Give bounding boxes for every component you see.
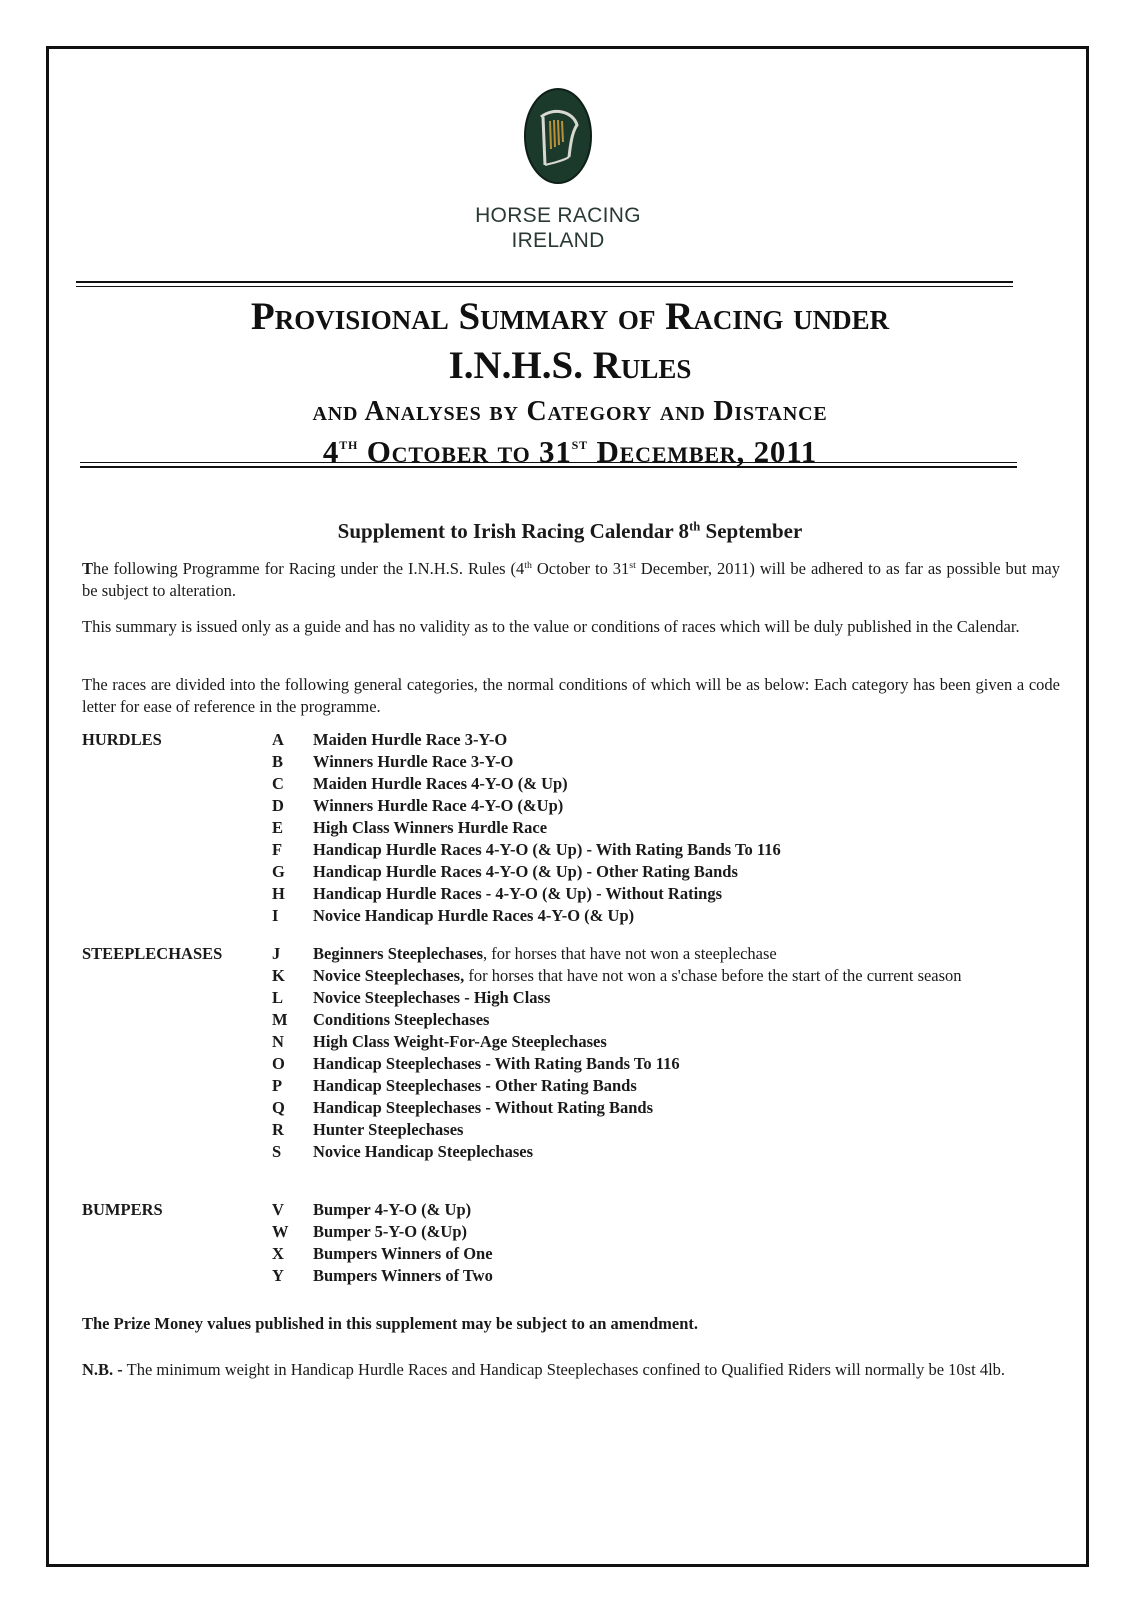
list-item: P Handicap Steeplechases - Other Rating Bands [272,1076,637,1095]
harp-logo-icon [523,87,593,185]
list-item: V Bumper 4-Y-O (& Up) [272,1200,472,1219]
nb-label: N.B. - [82,1360,123,1379]
list-item: X Bumpers Winners of One [272,1244,493,1263]
organization-line-1: HORSE RACING [475,204,641,227]
list-item: D Winners Hurdle Race 4-Y-O (&Up) [272,796,564,815]
intro-paragraph-3: The races are divided into the following general categories, the normal conditions of which will be as below: Each category has been given a code letter for ease of reference in the programme. [82,675,1060,716]
supplement-heading: Supplement to Irish Racing Calendar 8th September [337,519,803,543]
list-item: E High Class Winners Hurdle Race [272,818,548,837]
steeplechases-list [272,943,1032,1163]
bumpers-list [272,1199,1032,1287]
prize-money-note: The Prize Money values published in this supplement may be subject to an amendment. [82,1314,699,1333]
list-item: F Handicap Hurdle Races 4-Y-O (& Up) - With Rating Bands To 116 [272,840,781,859]
list-item: A Maiden Hurdle Race 3-Y-O [272,730,508,749]
organization-line-2: IRELAND [511,229,605,252]
list-item: L Novice Steeplechases - High Class [272,988,551,1007]
list-item: C Maiden Hurdle Races 4-Y-O (& Up) [272,774,568,793]
list-item: N High Class Weight-For-Age Steeplechases [272,1032,607,1051]
list-item: S Novice Handicap Steeplechases [272,1142,533,1161]
list-item: W Bumper 5-Y-O (&Up) [272,1222,468,1241]
list-item: M Conditions Steeplechases [272,1010,490,1029]
list-item: R Hunter Steeplechases [272,1120,464,1139]
list-item: Q Handicap Steeplechases - Without Rating Bands [272,1098,653,1117]
intro-paragraph-1: The following Programme for Racing under the I.N.H.S. Rules (4th October to 31st December, 2011) will be adhered to as far as possible but may be subject to alteration. [82,559,1060,600]
list-item: I Novice Handicap Hurdle Races 4-Y-O (& Up) [272,906,635,925]
intro-paragraph-2: This summary is issued only as a guide and has no validity as to the value or conditions of races which will be duly published in the Calendar. [82,617,1020,636]
list-item: H Handicap Hurdle Races - 4-Y-O (& Up) - Without Ratings [272,884,723,903]
list-item: Y Bumpers Winners of Two [272,1266,493,1285]
list-item: B Winners Hurdle Race 3-Y-O [272,752,514,771]
top-rule-2 [76,286,1013,287]
list-item: J Beginners Steeplechases, for horses that have not won a steeplechase [272,944,777,963]
category-label-steeplechases: STEEPLECHASES [82,944,223,963]
title-line-3: and Analyses by Category and Distance [312,396,828,427]
top-rule-1 [76,281,1013,283]
list-item: G Handicap Hurdle Races 4-Y-O (& Up) - Other Rating Bands [272,862,738,881]
list-item: O Handicap Steeplechases - With Rating Bands To 116 [272,1054,680,1073]
bottom-rule-1 [80,462,1017,463]
title-line-1: Provisional Summary of Racing under [250,295,890,338]
hurdles-list [272,729,1032,927]
list-item: K Novice Steeplechases, for horses that have not won a s'chase before the start of the current season [272,966,962,985]
bottom-rule-2 [80,466,1017,468]
category-label-hurdles: HURDLES [82,730,162,749]
category-label-bumpers: BUMPERS [82,1200,163,1219]
title-line-2: I.N.H.S. Rules [448,344,692,387]
organization-name [420,203,696,253]
title-line-4: 4th October to 31st December, 2011 [322,434,818,469]
nb-text: The minimum weight in Handicap Hurdle Races and Handicap Steeplechases confined to Qualified Riders will normally be 10st 4lb. [122,1360,1006,1379]
nb-note [82,1359,1060,1381]
